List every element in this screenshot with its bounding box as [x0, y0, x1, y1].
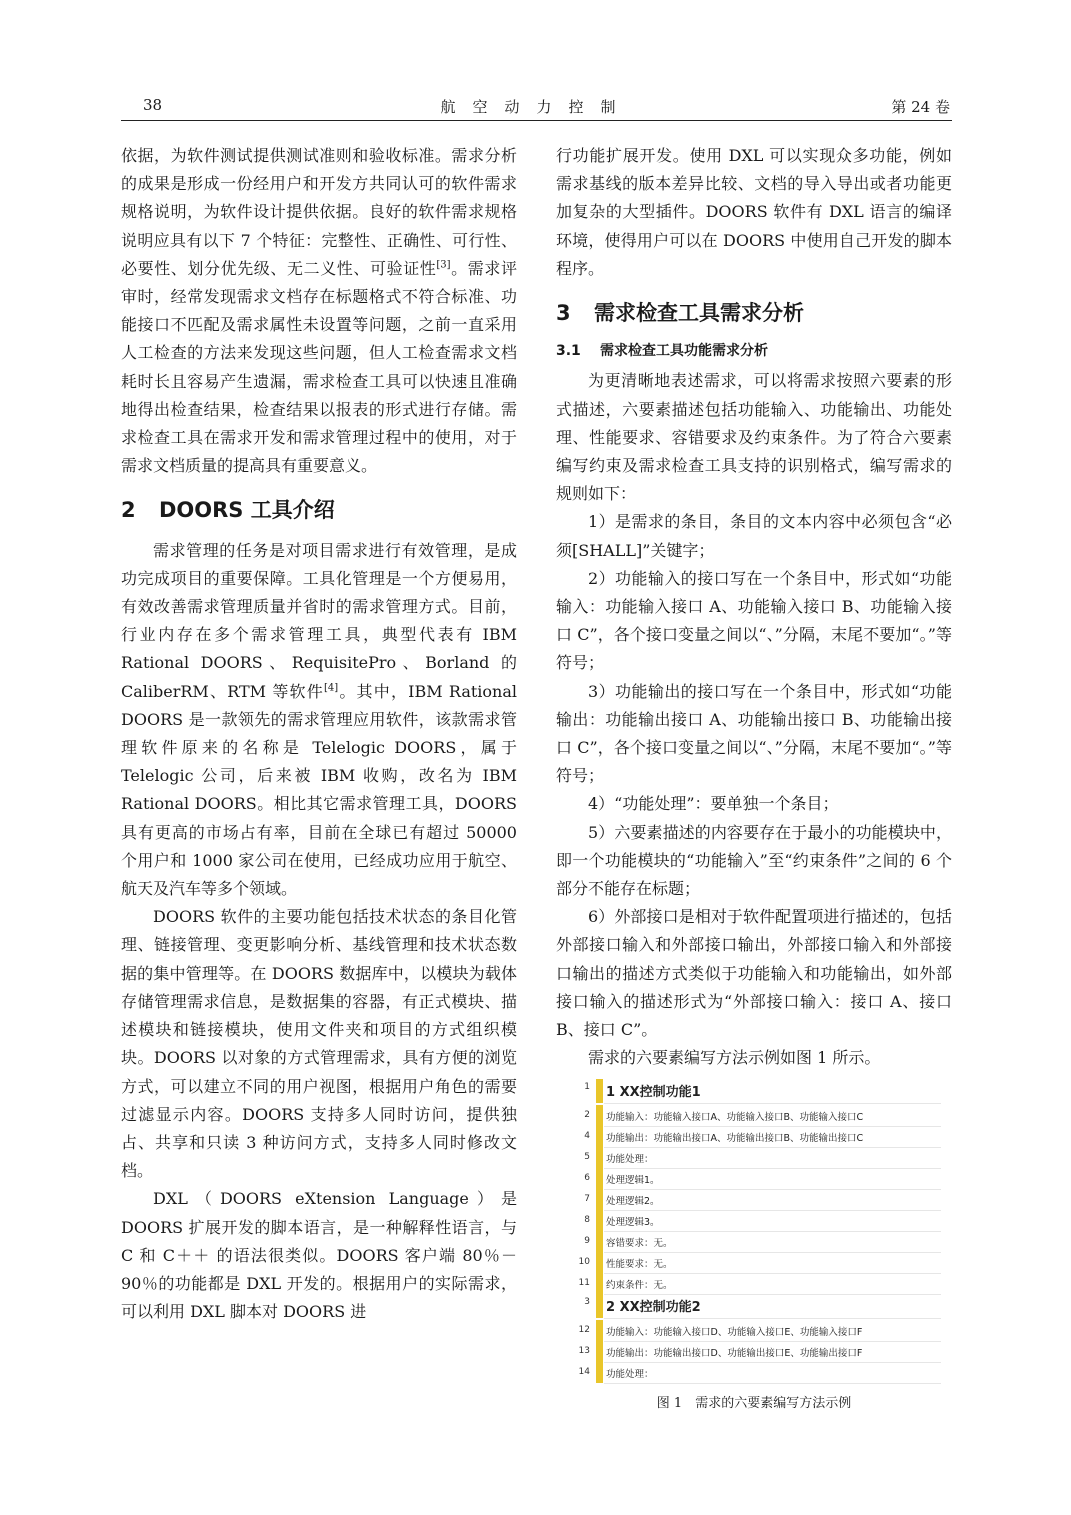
volume-label: 第 24 卷	[891, 98, 950, 116]
paragraph: 需求的六要素编写方法示例如图 1 所示。	[588, 1048, 881, 1068]
journal-title: 航空动力控制	[440, 98, 633, 116]
row-text: 容错要求：无。	[606, 1238, 673, 1249]
row-text: 处理逻辑1。	[606, 1175, 660, 1186]
right-column	[556, 142, 952, 1073]
paragraph: DOORS 软件的主要功能包括技术状态的条目化管理、链接管理、变更影响分析、基线管理和技术状态数据的集中管理等。在 DOORS 数据库中，以模块为载体存储管理需求信息，是数据集的容器，有正式模块、描述模块和链接模块，使用文件夹和项目的方式组织模块。DOORS 以对象的方式管理需求，具有方便的浏览方式，可以建立不同的用户视图，根据用户角色的需要过滤显示内容。DOORS 支持多人同时访问，提供独占、共享和只读 3 种访问方式，支持多人同时修改文档。	[121, 907, 517, 1181]
row-marker	[596, 1079, 603, 1103]
figure-object-row	[568, 1231, 941, 1252]
figure-heading-row	[568, 1079, 941, 1103]
row-text: 处理逻辑3。	[606, 1217, 660, 1228]
row-divider	[604, 1383, 941, 1384]
running-header	[121, 94, 952, 121]
rule-item: 3）功能输出的接口写在一个条目中，形式如“功能输出：功能输出接口 A、功能输出接口 B、功能输出接口 C”，各个接口变量之间以“、”分隔，末尾不要加“。”等符号；	[556, 681, 952, 786]
section-heading-3: 3 需求检查工具需求分析	[556, 301, 804, 326]
subsection-heading-3-1: 3.1 需求检查工具功能需求分析	[556, 343, 768, 360]
figure-object-row	[568, 1147, 941, 1168]
row-text: 功能输出：功能输出接口D、功能输出接口E、功能输出接口F	[606, 1348, 863, 1359]
row-number: 2	[584, 1110, 590, 1120]
row-number: 4	[584, 1131, 590, 1141]
citation: [3]	[436, 259, 451, 271]
row-text: 功能输出：功能输出接口A、功能输出接口B、功能输出接口C	[606, 1133, 864, 1144]
row-marker	[596, 1147, 603, 1168]
figure-object-row	[568, 1362, 941, 1383]
row-text: 1 XX控制功能1	[606, 1085, 701, 1100]
row-divider	[604, 1103, 941, 1104]
rule-item: 2）功能输入的接口写在一个条目中，形式如“功能输入：功能输入接口 A、功能输入接口 B、功能输入接口 C”，各个接口变量之间以“、”分隔，末尾不要加“。”等符号；	[556, 568, 952, 673]
paragraph: 需求管理的任务是对项目需求进行有效管理，是成功完成项目的重要保障。工具化管理是一个方便易用，有效改善需求管理质量并省时的需求管理方式。目前，行业内存在多个需求管理工具，典型代表有 IBM Rational DOORS、RequisitePro、Borland 的 CaliberRM、RTM 等软件[4]。其中，IBM Rational DOORS 是一款领先的需求管理应用软件，该款需求管理软件原来的名称是 Telelogic DOORS，属于 Telelogic 公司，后来被 IBM 收购，改名为 IBM Rational DOORS。相比其它需求管理工具，DOORS 具有更高的市场占有率，目前在全球已有超过 50000 个用户和 1000 家公司在使用，已经成功应用于航空、航天及汽车等多个领域。	[121, 540, 517, 899]
left-column	[121, 142, 517, 1326]
row-number: 10	[578, 1257, 590, 1267]
figure-object-row	[568, 1126, 941, 1147]
row-number: 7	[584, 1194, 590, 1204]
row-number: 3	[584, 1297, 590, 1307]
row-text: 处理逻辑2。	[606, 1196, 660, 1207]
row-text: 约束条件：无。	[606, 1280, 673, 1291]
row-number: 9	[584, 1236, 590, 1246]
row-text: 功能输入：功能输入接口D、功能输入接口E、功能输入接口F	[606, 1327, 863, 1338]
row-text: 性能要求：无。	[606, 1259, 673, 1270]
row-marker	[596, 1341, 603, 1362]
figure-doors-screenshot	[568, 1079, 941, 1382]
citation: [4]	[323, 682, 339, 694]
rule-item: 6）外部接口是相对于软件配置项进行描述的，包括外部接口输入和外部接口输出，外部接口输入和外部接口输出的描述方式类似于功能输入和功能输出，如外部接口输入的描述形式为“外部接口输入：接口 A、接口 B、接口 C”。	[556, 907, 952, 1040]
row-number: 5	[584, 1152, 590, 1162]
row-number: 12	[578, 1325, 590, 1335]
row-marker	[596, 1168, 603, 1189]
row-marker	[596, 1126, 603, 1147]
figure-caption: 图 1 需求的六要素编写方法示例	[656, 1396, 852, 1411]
row-number: 13	[578, 1346, 590, 1356]
row-marker	[596, 1210, 603, 1231]
row-number: 6	[584, 1173, 590, 1183]
row-number: 1	[584, 1082, 590, 1092]
figure-object-row	[568, 1210, 941, 1231]
row-text: 功能处理：	[606, 1154, 654, 1165]
row-number: 11	[578, 1278, 590, 1288]
row-marker	[596, 1252, 603, 1273]
paragraph: 依据，为软件测试提供测试准则和验收标准。需求分析的成果是形成一份经用户和开发方共同认可的软件需求规格说明，为软件设计提供依据。良好的软件需求规格说明应具有以下 7 个特征：完整性、正确性、可行性、必要性、划分优先级、无二义性、可验证性[3]。需求评审时，经常发现需求文档存在标题格式不符合标准、功能接口不匹配及需求属性未设置等问题，之前一直采用人工检查的方法来发现这些问题，但人工检查需求文档耗时长且容易产生遗漏，需求检查工具可以快速且准确地得出检查结果，检查结果以报表的形式进行存储。需求检查工具在需求开发和需求管理过程中的使用，对于需求文档质量的提高具有重要意义。	[121, 146, 517, 476]
figure-object-row	[568, 1341, 941, 1362]
paragraph: 为更清晰地表述需求，可以将需求按照六要素的形式描述，六要素描述包括功能输入、功能输出、功能处理、性能要求、容错要求及约束条件。为了符合六要素编写约束及需求检查工具支持的识别格式，编写需求的规则如下：	[556, 371, 952, 504]
row-marker	[596, 1294, 603, 1318]
figure-object-row	[568, 1273, 941, 1294]
row-marker	[596, 1320, 603, 1341]
row-divider	[604, 1318, 941, 1319]
figure-object-row	[568, 1105, 941, 1126]
row-text: 功能输入：功能输入接口A、功能输入接口B、功能输入接口C	[606, 1112, 864, 1123]
row-marker	[596, 1105, 603, 1126]
paragraph: DXL（DOORS eXtension Language）是 DOORS 扩展开发的脚本语言，是一种解释性语言，与 C 和 C＋＋ 的语法很类似。DOORS 客户端 80％－90％的功能都是 DXL 开发的。根据用户的实际需求，可以利用 DXL 脚本对 DOORS 进	[121, 1189, 517, 1322]
figure-object-row	[568, 1320, 941, 1341]
paragraph: 行功能扩展开发。使用 DXL 可以实现众多功能，例如需求基线的版本差异比较、文档的导入导出或者功能更加复杂的大型插件。DOORS 软件有 DXL 语言的编译环境，使得用户可以在 DOORS 中使用自己开发的脚本程序。	[556, 146, 952, 278]
figure-object-row	[568, 1252, 941, 1273]
row-text: 功能处理：	[606, 1369, 654, 1380]
row-marker	[596, 1362, 603, 1383]
section-heading-2: 2 DOORS 工具介绍	[121, 498, 335, 523]
figure-object-row	[568, 1189, 941, 1210]
row-number: 14	[578, 1367, 590, 1377]
row-text: 2 XX控制功能2	[606, 1300, 701, 1315]
figure-heading-row	[568, 1294, 941, 1318]
row-marker	[596, 1273, 603, 1294]
rule-item: 1）是需求的条目，条目的文本内容中必须包含“必须[SHALL]”关键字；	[556, 512, 952, 560]
page-number: 38	[143, 96, 163, 114]
row-marker	[596, 1189, 603, 1210]
row-number: 8	[584, 1215, 590, 1225]
figure-object-row	[568, 1168, 941, 1189]
row-marker	[596, 1231, 603, 1252]
rule-item: 4）“功能处理”：要单独一个条目；	[588, 794, 839, 814]
rule-item: 5）六要素描述的内容要存在于最小的功能模块中，即一个功能模块的“功能输入”至“约束条件”之间的 6 个部分不能存在标题；	[556, 822, 952, 899]
